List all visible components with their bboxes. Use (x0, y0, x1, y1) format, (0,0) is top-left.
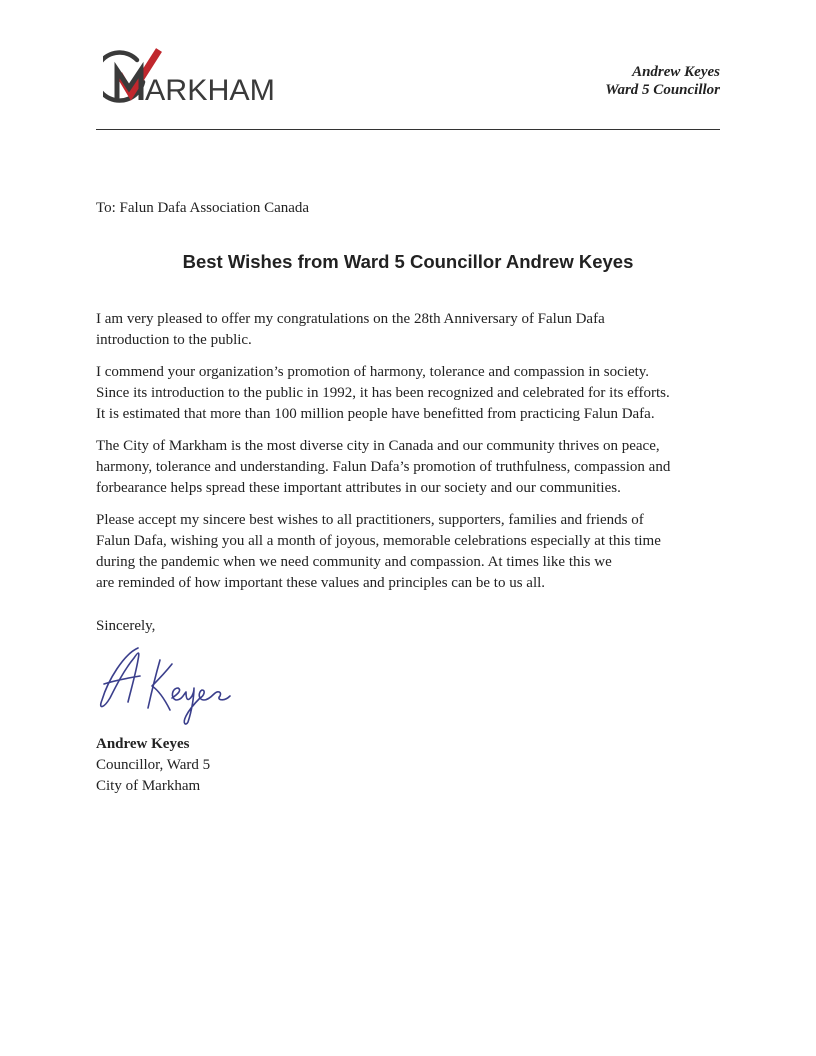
sender-name: Andrew Keyes (632, 64, 720, 80)
markham-logo (103, 48, 283, 108)
paragraph-line: harmony, tolerance and understanding. Falun Dafa’s promotion of truthfulness, compassion and (96, 459, 671, 475)
sender-block (605, 63, 720, 99)
paragraph-line: I am very pleased to offer my congratulations on the 28th Anniversary of Falun Dafa (96, 311, 605, 327)
paragraph-line: It is estimated that more than 100 million people have benefitted from practicing Falun Dafa. (96, 406, 655, 422)
handwritten-signature (94, 640, 244, 730)
paragraph-line: introduction to the public. (96, 332, 252, 348)
paragraph-line: The City of Markham is the most diverse city in Canada and our community thrives on peace, (96, 438, 660, 454)
signature-block (96, 734, 210, 797)
paragraph-line: are reminded of how important these values and principles can be to us all. (96, 575, 546, 591)
markham-logo-graphic (103, 48, 283, 108)
logo-wordmark: ARKHAM (145, 74, 275, 107)
paragraph-line: Since its introduction to the public in 1992, it has been recognized and celebrated for its efforts. (96, 385, 670, 401)
header-divider (96, 129, 720, 130)
signatory-title: Councillor, Ward 5 (96, 757, 211, 773)
paragraph-1 (96, 309, 720, 351)
letter-body (96, 309, 720, 605)
closing-line: Sincerely, (96, 618, 156, 634)
paragraph-4 (96, 510, 720, 594)
signatory-organization: City of Markham (96, 778, 201, 794)
paragraph-line: forbearance helps spread these important attributes in our society and our communities. (96, 480, 621, 496)
sender-title: Ward 5 Councillor (605, 82, 720, 98)
recipient-line: To: Falun Dafa Association Canada (96, 200, 310, 216)
paragraph-line: during the pandemic when we need community and compassion. At times like this we (96, 554, 612, 570)
signature-graphic (94, 640, 244, 730)
signatory-name: Andrew Keyes (96, 736, 190, 752)
paragraph-line: I commend your organization’s promotion of harmony, tolerance and compassion in society. (96, 364, 650, 380)
paragraph-line: Please accept my sincere best wishes to all practitioners, supporters, families and friends of (96, 512, 644, 528)
paragraph-3 (96, 436, 720, 499)
paragraph-2 (96, 362, 720, 425)
letter-heading: Best Wishes from Ward 5 Councillor Andrew Keyes (182, 251, 634, 272)
paragraph-line: Falun Dafa, wishing you all a month of joyous, memorable celebrations especially at this time (96, 533, 661, 549)
